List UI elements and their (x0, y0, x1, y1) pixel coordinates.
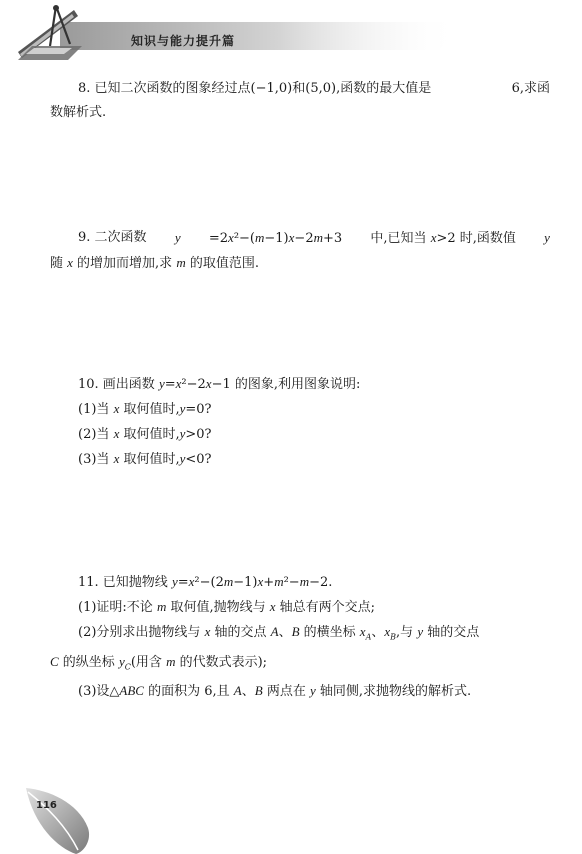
problem-10-line-2: (1)当 x 取何值时,y=0? (78, 401, 212, 417)
problem-10-line-1: 10. 画出函数 y=x²−2x−1 的图象,利用图象说明: (78, 376, 361, 392)
compass-ruler-icon (12, 2, 84, 70)
problem-11-line-4: C 的纵坐标 $y_C$(用含 m 的代数式表示); (50, 653, 268, 672)
problem-11-line-2: (1)证明:不论 m 取何值,抛物线与 x 轴总有两个交点; (78, 599, 376, 615)
problem-8-line-1: 8. 已知二次函数的图象经过点(−1,0)和(5,0),函数的最大值是 6,求函 (78, 81, 550, 96)
problem-10 (50, 372, 550, 472)
problem-9-line-1: 9. 二次函数 y =2x²−(m−1)x−2m+3 中,已知当 x>2 时,函数值 y (78, 230, 550, 246)
problem-9 (50, 226, 550, 276)
page-header (0, 0, 582, 70)
problem-10-line-3: (2)当 x 取何值时,y>0? (78, 426, 212, 442)
problem-8-line-2: 数解析式. (50, 105, 107, 120)
header-title: 知识与能力提升篇 (131, 34, 236, 48)
problem-11-line-5: (3)设△ABC 的面积为 6,且 A、B 两点在 y 轴同侧,求抛物线的解析式. (78, 683, 472, 700)
leaf-icon (18, 782, 98, 854)
problem-10-line-4: (3)当 x 取何值时,y<0? (78, 451, 212, 467)
problem-9-line-2: 随 x 的增加而增加,求 m 的取值范围. (50, 255, 259, 271)
header-banner (60, 22, 460, 50)
problem-11-line-1: 11. 已知抛物线 y=x²−(2m−1)x+m²−m−2. (78, 574, 333, 590)
problem-11-line-3: (2)分别求出抛物线与 x 轴的交点 A、B 的横坐标 $x_A$、$x_B$,与 y 轴的交点 (78, 624, 480, 642)
page-number: 116 (36, 800, 57, 811)
problem-8 (50, 77, 550, 125)
problem-11 (50, 570, 550, 704)
